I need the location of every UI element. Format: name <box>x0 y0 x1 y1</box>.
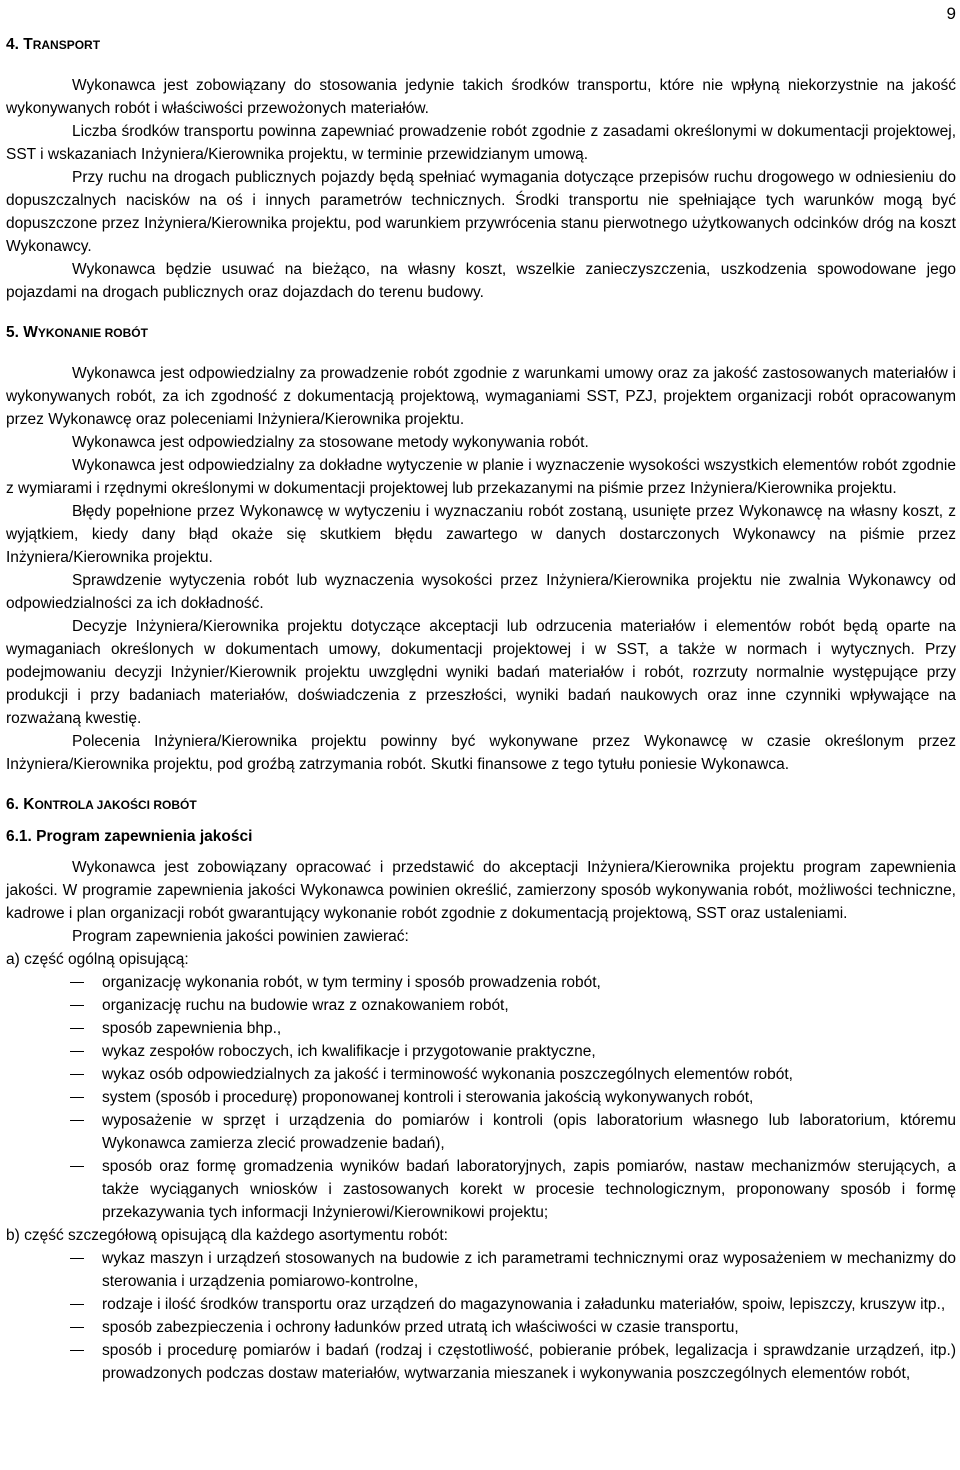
section-kontrola-jakosci <box>6 794 956 1385</box>
paragraph: Wykonawca jest odpowiedzialny za prowadzenie robót zgodnie z warunkami umowy oraz za jakość zastosowanych materiałów i wykonywanych robót, za ich zgodność z dokumentacją projektową, wymaganiami SST, PZJ, projektem organizacji robót opracowanym przez Wykonawcę oraz poleceniami Inżyniera/Kierownika projektu. <box>6 365 956 428</box>
list-item: wykaz osób odpowiedzialnych za jakość i terminowość wykonania poszczególnych elementów robót, <box>102 1063 956 1086</box>
paragraph: Wykonawca będzie usuwać na bieżąco, na własny koszt, wszelkie zanieczyszczenia, uszkodzenia spowodowane jego pojazdami na drogach publicznych oraz dojazdach do terenu budowy. <box>6 261 956 301</box>
list-item: rodzaje i ilość środków transportu oraz urządzeń do magazynowania i załadunku materiałów, spoiw, lepiszczy, kruszyw itp., <box>102 1293 956 1316</box>
list-b-label: b) część szczegółową opisującą dla każdego asortymentu robót: <box>6 1227 448 1244</box>
paragraph: Sprawdzenie wytyczenia robót lub wyznaczenia wysokości przez Inżyniera/Kierownika projektu nie zwalnia Wykonawcy od odpowiedzialności za ich dokładność. <box>6 572 956 612</box>
section-heading <box>6 322 956 344</box>
list-item: sposób zabezpieczenia i ochrony ładunków przed utratą ich właściwości w czasie transportu, <box>102 1316 956 1339</box>
list-item: sposób zapewnienia bhp., <box>102 1017 956 1040</box>
subsection-heading: 6.1. Program zapewnienia jakości <box>6 828 253 845</box>
paragraph: Wykonawca jest zobowiązany do stosowania jedynie takich środków transportu, które nie wpłyną niekorzystnie na jakość wykonywanych robót i właściwości przewożonych materiałów. <box>6 77 956 117</box>
list-item: sposób oraz formę gromadzenia wyników badań laboratoryjnych, zapis pomiarów, nastaw mechanizmów sterujących, a także wyciąganych wniosków i zastosowanych korekt w procesie technologicznym, proponowany sposób i formę przekazywania tych informacji Inżynierowi/Kierownikowi projektu; <box>102 1155 956 1224</box>
section-heading <box>6 34 956 56</box>
heading-initial: T <box>23 36 33 53</box>
heading-number: 5. <box>6 324 19 341</box>
list-a <box>6 971 956 1224</box>
heading-rest: RANSPORT <box>32 38 101 52</box>
paragraph: Polecenia Inżyniera/Kierownika projektu powinny być wykonywane przez Wykonawcę w czasie określonym przez Inżyniera/Kierownika projektu, pod groźbą zatrzymania robót. Skutki finansowe z tego tytułu poniesie Wykonawca. <box>6 733 956 773</box>
list-b <box>6 1247 956 1385</box>
section-transport <box>6 34 956 304</box>
list-item: wykaz zespołów roboczych, ich kwalifikacje i przygotowanie praktyczne, <box>102 1040 956 1063</box>
heading-rest: YKONANIE ROBÓT <box>37 326 148 340</box>
paragraph: Wykonawca jest odpowiedzialny za stosowane metody wykonywania robót. <box>72 434 589 451</box>
section-wykonanie-robot <box>6 322 956 776</box>
heading-rest: ONTROLA JAKOŚCI ROBÓT <box>34 798 197 812</box>
section-heading <box>6 794 956 816</box>
list-item: system (sposób i procedurę) proponowanej kontroli i sterowania jakością wykonywanych robót, <box>102 1086 956 1109</box>
paragraph: Wykonawca jest zobowiązany opracować i przedstawić do akceptacji Inżyniera/Kierownika projektu program zapewnienia jakości. W programie zapewnienia jakości Wykonawca powinien określić, zamierzony sposób wykonywania robót, możliwości techniczne, kadrowe i plan organizacji robót gwarantujący wykonanie robót zgodnie z dokumentacją projektową, SST oraz ustaleniami. <box>6 859 956 922</box>
list-item: organizację wykonania robót, w tym terminy i sposób prowadzenia robót, <box>102 971 956 994</box>
list-a-label: a) część ogólną opisującą: <box>6 951 189 968</box>
paragraph: Decyzje Inżyniera/Kierownika projektu dotyczące akceptacji lub odrzucenia materiałów i elementów robót będą oparte na wymaganiach określonych w dokumentach umowy, dokumentacji projektowej i w SST, a także w normach i wytycznych. Przy podejmowaniu decyzji Inżynier/Kierownik projektu uwzględni wyniki badań materiałów i robót, rozrzuty normalnie występujące przy produkcji i przy badaniach materiałów, doświadczenia z przeszłości, wyniki badań naukowych oraz inne czynniki wpływające na rozważaną kwestię. <box>6 618 956 727</box>
list-item: wykaz maszyn i urządzeń stosowanych na budowie z ich parametrami technicznymi oraz wyposażeniem w mechanizmy do sterowania i urządzenia pomiarowo-kontrolne, <box>102 1247 956 1293</box>
paragraph: Błędy popełnione przez Wykonawcę w wytyczeniu i wyznaczaniu robót zostaną, usunięte przez Wykonawcę na własny koszt, z wyjątkiem, kiedy dany błąd okaże się skutkiem błędu zawartego w danych dostarczonych Wykonawcy na piśmie przez Inżyniera/Kierownika projektu. <box>6 503 956 566</box>
page-number: 9 <box>946 4 956 23</box>
heading-number: 4. <box>6 36 19 53</box>
heading-initial: K <box>23 796 35 813</box>
list-item: wyposażenie w sprzęt i urządzenia do pomiarów i kontroli (opis laboratorium własnego lub laboratorium, któremu Wykonawca zamierza zlecić prowadzenie badań), <box>102 1109 956 1155</box>
paragraph: Liczba środków transportu powinna zapewniać prowadzenie robót zgodnie z zasadami określonymi w dokumentacji projektowej, SST i wskazaniach Inżyniera/Kierownika projektu, w terminie przewidzianym umową. <box>6 123 956 163</box>
paragraph: Program zapewnienia jakości powinien zawierać: <box>72 928 409 945</box>
paragraph: Wykonawca jest odpowiedzialny za dokładne wytyczenie w planie i wyznaczenie wysokości wszystkich elementów robót zgodnie z wymiarami i rzędnymi określonymi w dokumentacji projektowej lub przekazanymi na piśmie przez Inżyniera/Kierownika projektu. <box>6 457 956 497</box>
list-item: organizację ruchu na budowie wraz z oznakowaniem robót, <box>102 994 956 1017</box>
heading-initial: W <box>23 324 38 341</box>
heading-number: 6. <box>6 796 19 813</box>
list-item: sposób i procedurę pomiarów i badań (rodzaj i częstotliwość, pobieranie próbek, legalizacja i sprawdzanie urządzeń, itp.) prowadzonych podczas dostaw materiałów, wytwarzania mieszanek i wykonywania poszczególnych elementów robót, <box>102 1339 956 1385</box>
paragraph: Przy ruchu na drogach publicznych pojazdy będą spełniać wymagania dotyczące przepisów ruchu drogowego w odniesieniu do dopuszczalnych nacisków na oś i innych parametrów technicznych. Środki transportu nie spełniające tych warunków mogą być dopuszczone przez Inżyniera/Kierownika projektu, pod warunkiem przywrócenia stanu pierwotnego użytkowanych odcinków dróg na koszt Wykonawcy. <box>6 169 956 255</box>
